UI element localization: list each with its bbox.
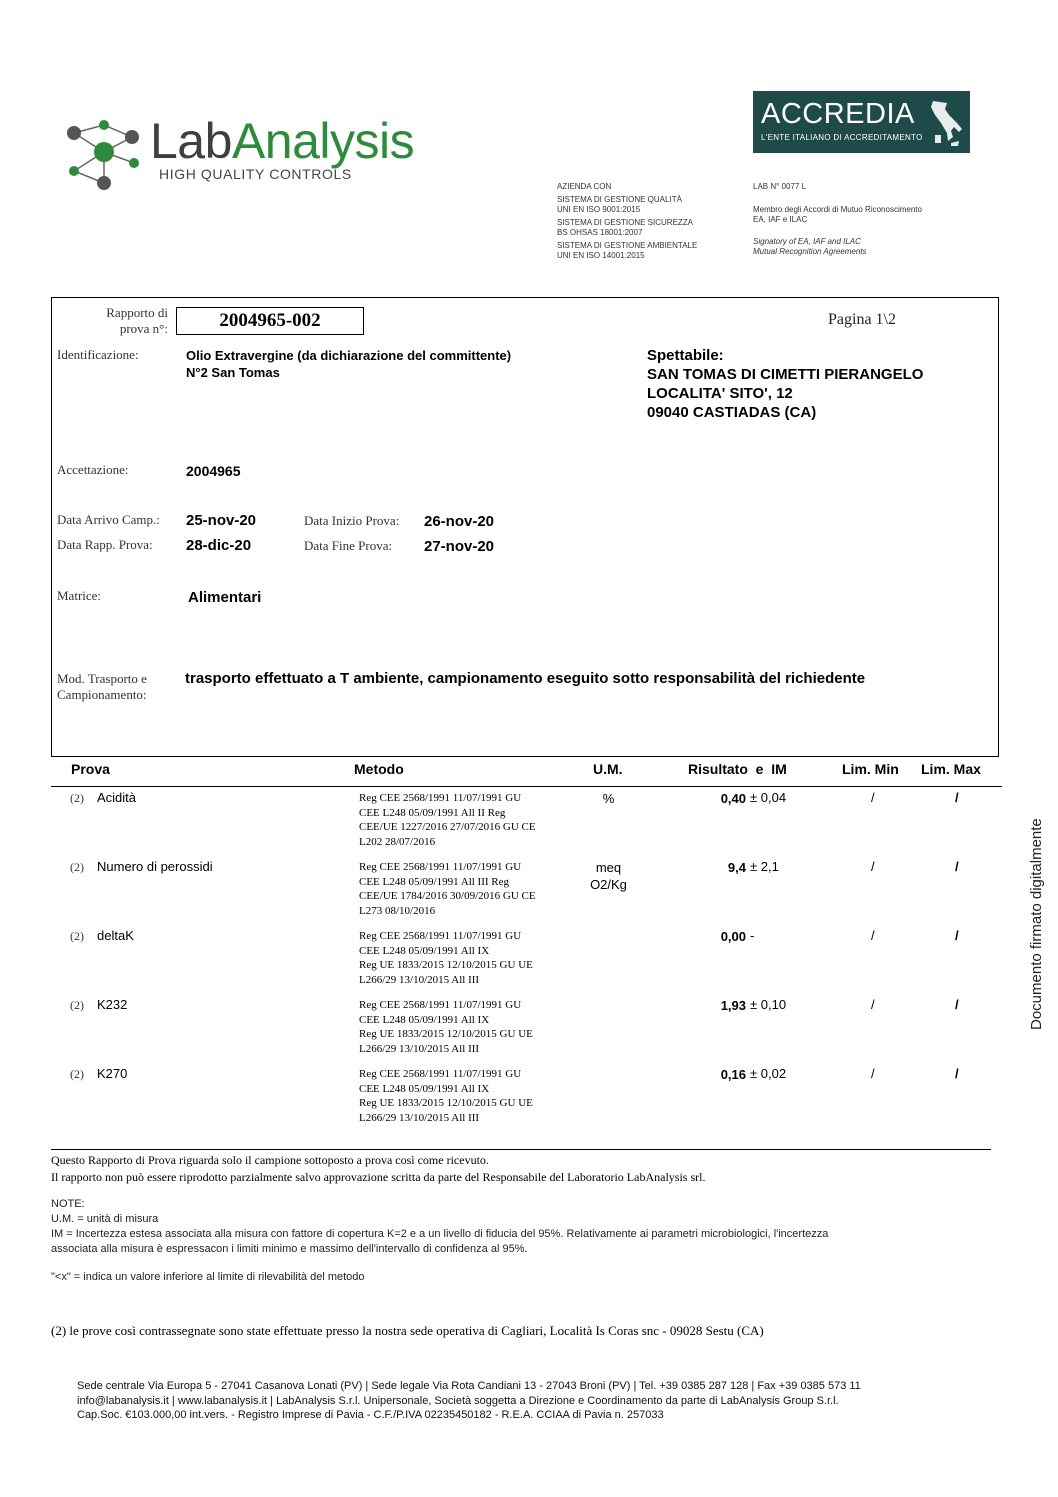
row-um — [581, 790, 636, 807]
row-value: 1,93 — [720, 998, 746, 1013]
row-mark: (2) — [70, 791, 84, 805]
matrix-label: Matrice: — [57, 588, 102, 603]
method-line: Reg CEE 2568/1991 11/07/1991 GU — [359, 861, 522, 873]
table-row — [51, 995, 1002, 1061]
method-line: CEE L248 05/09/1991 All IX — [359, 1082, 490, 1095]
method-line: Reg UE 1833/2015 12/10/2015 GU UE — [359, 959, 533, 971]
method-line: Reg UE 1833/2015 12/10/2015 GU UE — [359, 1097, 533, 1109]
certification-block — [557, 182, 697, 261]
row-test-name: Numero di perossidi — [97, 859, 213, 874]
member-line-1: Membro degli Accordi di Mutuo Riconoscimento — [753, 205, 922, 214]
disclaimer-line-2: Il rapporto non può essere riprodotto parzialmente salvo approvazione scritta da parte del Responsabile del Laboratorio LabAnalysis srl. — [51, 1170, 706, 1184]
row-um — [581, 859, 636, 893]
arrival-date-label: Data Arrivo Camp.: — [57, 512, 160, 527]
method-line: CEE L248 05/09/1991 All II Reg — [359, 806, 506, 819]
method-line: CEE L248 05/09/1991 All III Reg — [359, 875, 510, 888]
row-min: / — [871, 928, 875, 943]
row-test-name: deltaK — [97, 928, 134, 943]
report-number-box — [176, 307, 364, 335]
row-method — [359, 998, 533, 1056]
recipient-city: 09040 CASTIADAS (CA) — [647, 404, 817, 421]
table-row — [51, 1064, 1002, 1130]
page-number: Pagina 1\2 — [828, 311, 896, 328]
method-line: Reg UE 1833/2015 12/10/2015 GU UE — [359, 1028, 533, 1040]
um-line: % — [602, 791, 615, 806]
col-prova-header: Prova — [71, 761, 110, 777]
row-uncertainty: ± 0,02 — [750, 1066, 787, 1081]
cert-line: AZIENDA CON — [557, 182, 612, 191]
report-date-label: Data Rapp. Prova: — [57, 537, 153, 552]
um-line: meq — [595, 860, 622, 875]
transport-value: trasporto effettuato a T ambiente, campionamento eseguito sotto responsabilità del richiedente — [185, 670, 866, 687]
notes-im-1: IM = Incertezza estesa associata alla misura con fattore di copertura K=2 e a un livello di fiducia del 95%. Relativamente ai parametri microbiologici, l'incertezza — [51, 1228, 829, 1240]
recipient-address: LOCALITA' SITO', 12 — [647, 385, 793, 402]
start-date-label: Data Inizio Prova: — [304, 513, 400, 528]
row-test-name: K270 — [97, 1066, 128, 1081]
cert-line: SISTEMA DI GESTIONE QUALITÀ — [557, 195, 682, 204]
row-value: 0,00 — [720, 929, 746, 944]
lab-number: LAB N° 0077 L — [753, 182, 807, 191]
row-max: / — [955, 859, 959, 874]
disclaimer-line-1: Questo Rapporto di Prova riguarda solo il campione sottoposto a prova così come ricevuto. — [51, 1153, 489, 1167]
footer-line-3: Cap.Soc. €103.000,00 int.vers. - Registro Imprese di Pavia - C.F./P.IVA 02235450182 - R.E.A. CCIAA di Pavia n. 257033 — [77, 1409, 664, 1421]
digital-signature-stamp: Documento firmato digitalmente — [1028, 818, 1045, 1030]
row-test-name: Acidità — [97, 790, 137, 805]
row-max: / — [955, 790, 959, 805]
signatory-line-2: Mutual Recognition Agreements — [753, 247, 867, 256]
method-line: CEE L248 05/09/1991 All IX — [359, 944, 490, 957]
col-metodo-header: Metodo — [354, 761, 404, 777]
cert-line: UNI EN ISO 9001:2015 — [557, 205, 641, 214]
disclaimer-block — [51, 1152, 705, 1186]
method-line: CEE/UE 1227/2016 27/07/2016 GU CE — [359, 821, 536, 833]
row-test-name: K232 — [97, 997, 128, 1012]
signatory-line-1: Signatory of EA, IAF and ILAC — [753, 237, 861, 246]
footnote: (2) le prove così contrassegnate sono state effettuate presso la nostra sede operativa di Cagliari, Località Is Coras snc - 09028 Sestu (CA) — [51, 1323, 764, 1338]
row-method — [359, 791, 536, 849]
cert-line: SISTEMA DI GESTIONE SICUREZZA — [557, 218, 694, 227]
row-method — [359, 860, 536, 918]
cert-line: SISTEMA DI GESTIONE AMBIENTALE — [557, 241, 698, 250]
member-line-2: EA, IAF e ILAC — [753, 215, 808, 224]
italy-map-icon — [929, 99, 965, 147]
col-risultato-header: Risultato e IM — [688, 761, 787, 777]
report-header-box — [51, 297, 999, 757]
logo-wordmark: LabAnalysis — [150, 113, 415, 169]
matrix-value: Alimentari — [188, 589, 262, 606]
recipient-title: Spettabile: — [647, 347, 724, 364]
row-min: / — [871, 997, 875, 1012]
row-value: 0,16 — [720, 1067, 746, 1082]
transport-label: Mod. Trasporto e Campionamento: — [57, 671, 147, 702]
row-mark: (2) — [70, 860, 84, 874]
col-um-header: U.M. — [593, 761, 623, 777]
identification-value: Olio Extravergine (da dichiarazione del committente) N°2 San Tomas — [186, 348, 512, 380]
results-table — [51, 758, 1002, 1128]
method-line: CEE/UE 1784/2016 30/09/2016 GU CE — [359, 890, 536, 902]
accredia-subtitle: L'ENTE ITALIANO DI ACCREDITAMENTO — [761, 133, 923, 142]
method-line: Reg CEE 2568/1991 11/07/1991 GU — [359, 930, 522, 942]
method-line: L202 28/07/2016 — [359, 835, 436, 848]
report-date-value: 28-dic-20 — [186, 537, 252, 554]
notes-im-2: associata alla misura è espressacon i limiti minimo e massimo dell'intervallo di confidenza al 95%. — [51, 1243, 528, 1255]
row-uncertainty: ± 2,1 — [750, 859, 779, 874]
row-value: 9,4 — [727, 860, 746, 875]
report-number-label: Rapporto di prova n°: — [106, 305, 168, 336]
identification-label: Identificazione: — [57, 347, 139, 362]
row-min: / — [871, 790, 875, 805]
notes-um: U.M. = unità di misura — [51, 1213, 159, 1225]
table-row — [51, 857, 1002, 923]
col-max-header: Lim. Max — [921, 761, 981, 777]
cert-line: BS OHSAS 18001:2007 — [557, 228, 643, 237]
footer-line-2: info@labanalysis.it | www.labanalysis.it | LabAnalysis S.r.l. Unipersonale, Società soggetta a Direzione e Coordinamento da parte di LabAnalysis Group S.r.l. — [77, 1394, 839, 1407]
table-row — [51, 926, 1002, 992]
method-line: L266/29 13/10/2015 All III — [359, 1111, 480, 1124]
start-date-value: 26-nov-20 — [424, 513, 495, 530]
page-footer — [77, 1379, 861, 1423]
method-line: CEE L248 05/09/1991 All IX — [359, 1013, 490, 1026]
logo-tagline: HIGH QUALITY CONTROLS — [159, 166, 352, 182]
row-mark: (2) — [70, 998, 84, 1012]
recipient-name: SAN TOMAS DI CIMETTI PIERANGELO — [647, 366, 924, 383]
method-line: L266/29 13/10/2015 All III — [359, 973, 480, 986]
recipient-block — [647, 346, 923, 422]
cert-line: UNI EN ISO 14001:2015 — [557, 251, 645, 260]
row-max: / — [955, 1066, 959, 1081]
footer-line-1: Sede centrale Via Europa 5 - 27041 Casanova Lonati (PV) | Sede legale Via Rota Candiani 13 - 27043 Broni (PV) | Tel. +39 0385 287 128 | Fax +39 0385 573 11 — [77, 1380, 861, 1392]
row-uncertainty: ± 0,04 — [750, 790, 787, 805]
row-method — [359, 1067, 533, 1125]
row-value: 0,40 — [720, 791, 746, 806]
row-mark: (2) — [70, 929, 84, 943]
row-method — [359, 929, 533, 987]
row-mark: (2) — [70, 1067, 84, 1081]
row-min: / — [871, 859, 875, 874]
notes-lt: "<x" = indica un valore inferiore al limite di rilevabilità del metodo — [51, 1271, 365, 1283]
col-min-header: Lim. Min — [842, 761, 899, 777]
acceptance-value: 2004965 — [186, 463, 241, 479]
method-line: L266/29 13/10/2015 All III — [359, 1042, 480, 1055]
notes-block — [51, 1197, 828, 1285]
row-min: / — [871, 1066, 875, 1081]
acceptance-label: Accettazione: — [57, 462, 129, 477]
end-date-label: Data Fine Prova: — [304, 538, 393, 553]
accredia-badge — [753, 91, 970, 153]
row-max: / — [955, 997, 959, 1012]
accreditation-info — [753, 182, 922, 257]
disclaimer-divider — [51, 1149, 991, 1150]
molecule-icon — [62, 108, 152, 200]
labanalysis-logo — [62, 108, 482, 200]
method-line: Reg CEE 2568/1991 11/07/1991 GU — [359, 999, 522, 1011]
method-line: L273 08/10/2016 — [359, 904, 436, 917]
header-divider — [51, 786, 1002, 787]
row-uncertainty: - — [750, 928, 755, 943]
end-date-value: 27-nov-20 — [424, 538, 495, 555]
arrival-date-value: 25-nov-20 — [186, 512, 257, 529]
report-number: 2004965-002 — [219, 310, 321, 331]
row-uncertainty: ± 0,10 — [750, 997, 787, 1012]
notes-title: NOTE: — [51, 1198, 85, 1210]
um-line: O2/Kg — [590, 877, 627, 892]
method-line: Reg CEE 2568/1991 11/07/1991 GU — [359, 1068, 522, 1080]
method-line: Reg CEE 2568/1991 11/07/1991 GU — [359, 792, 522, 804]
row-max: / — [955, 928, 959, 943]
table-row — [51, 788, 1002, 854]
accredia-title: ACCREDIA — [761, 98, 915, 130]
